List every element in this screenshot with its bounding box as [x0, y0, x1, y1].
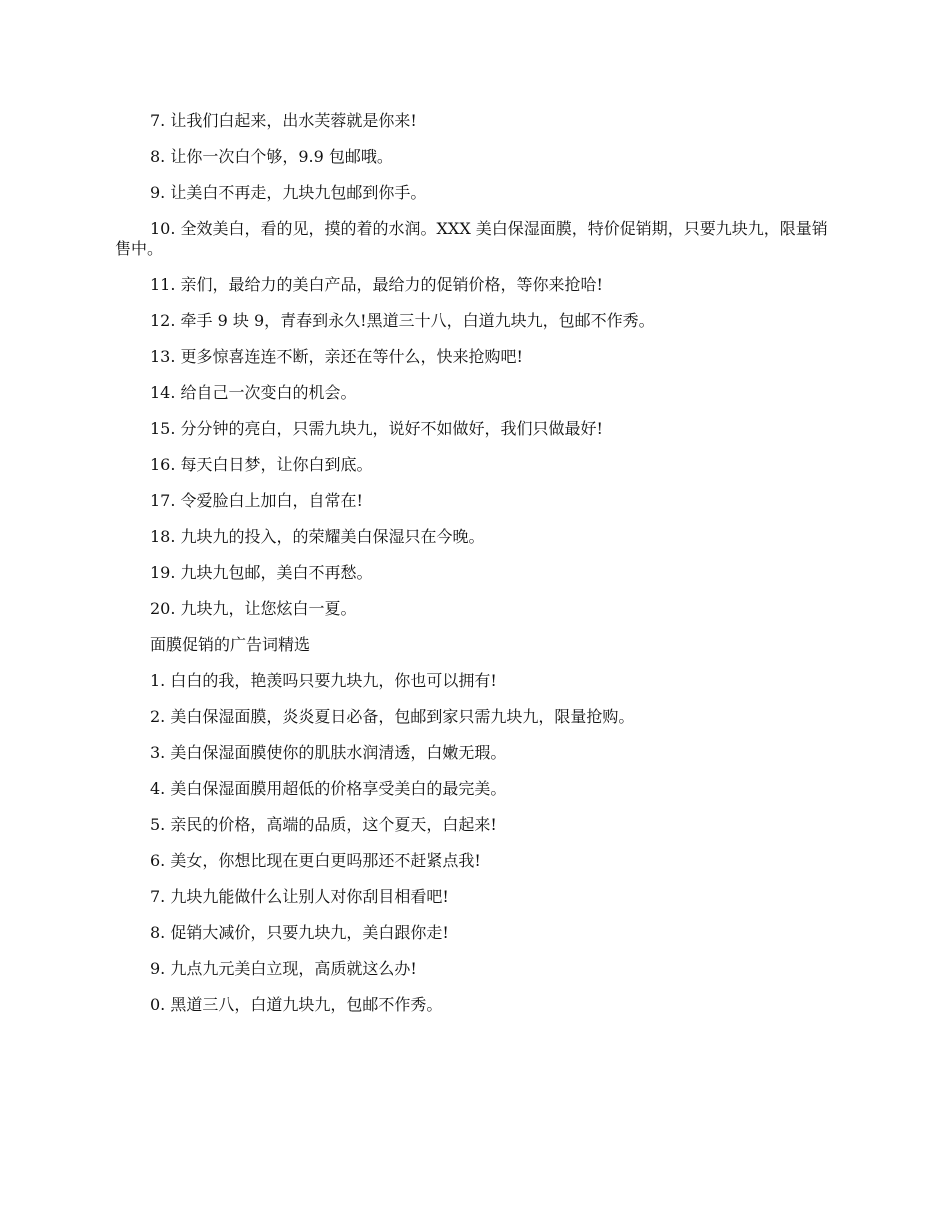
section-heading: 面膜促销的广告词精选	[150, 635, 311, 654]
paragraph-2: 8. 让你一次白个够，9.9 包邮哦。	[150, 147, 393, 166]
paragraph-6: 12. 牵手 9 块 9，青春到永久!黑道三十八，白道九块九，包邮不作秀。	[150, 311, 655, 330]
paragraph-16: 1. 白白的我，艳羡吗只要九块九，你也可以拥有!	[150, 671, 497, 690]
paragraph-12: 18. 九块九的投入，的荣耀美白保湿只在今晚。	[150, 527, 485, 546]
paragraph-18: 3. 美白保湿面膜使你的肌肤水润清透，白嫩无瑕。	[150, 743, 507, 762]
document-body	[115, 108, 830, 1028]
paragraph-21: 6. 美女，你想比现在更白更吗那还不赶紧点我!	[150, 851, 481, 870]
paragraph-11: 17. 令爱脸白上加白，自常在!	[150, 491, 363, 510]
paragraph-3: 9. 让美白不再走，九块九包邮到你手。	[150, 183, 427, 202]
paragraph-13: 19. 九块九包邮，美白不再愁。	[150, 563, 373, 582]
paragraph-9: 15. 分分钟的亮白，只需九块九，说好不如做好，我们只做最好!	[150, 419, 603, 438]
paragraph-17: 2. 美白保湿面膜，炎炎夏日必备，包邮到家只需九块九，限量抢购。	[150, 707, 635, 726]
paragraph-1: 7. 让我们白起来，出水芙蓉就是你来!	[150, 111, 417, 130]
paragraph-25: 0. 黑道三八，白道九块九，包邮不作秀。	[150, 995, 443, 1014]
paragraph-23: 8. 促销大减价，只要九块九，美白跟你走!	[150, 923, 449, 942]
paragraph-5: 11. 亲们，最给力的美白产品，最给力的促销价格，等你来抢哈!	[150, 275, 603, 294]
paragraph-7: 13. 更多惊喜连连不断，亲还在等什么，快来抢购吧!	[150, 347, 523, 366]
paragraph-20: 5. 亲民的价格，高端的品质，这个夏天，白起来!	[150, 815, 497, 834]
paragraph-10: 16. 每天白日梦，让你白到底。	[150, 455, 373, 474]
paragraph-22: 7. 九块九能做什么让别人对你刮目相看吧!	[150, 887, 449, 906]
paragraph-4: 10. 全效美白，看的见，摸的着的水润。XXX 美白保湿面膜，特价促销期，只要九块九，限量销售中。	[115, 219, 828, 258]
paragraph-14: 20. 九块九，让您炫白一夏。	[150, 599, 357, 618]
paragraph-19: 4. 美白保湿面膜用超低的价格享受美白的最完美。	[150, 779, 507, 798]
paragraph-8: 14. 给自己一次变白的机会。	[150, 383, 357, 402]
paragraph-24: 9. 九点九元美白立现，高质就这么办!	[150, 959, 417, 978]
